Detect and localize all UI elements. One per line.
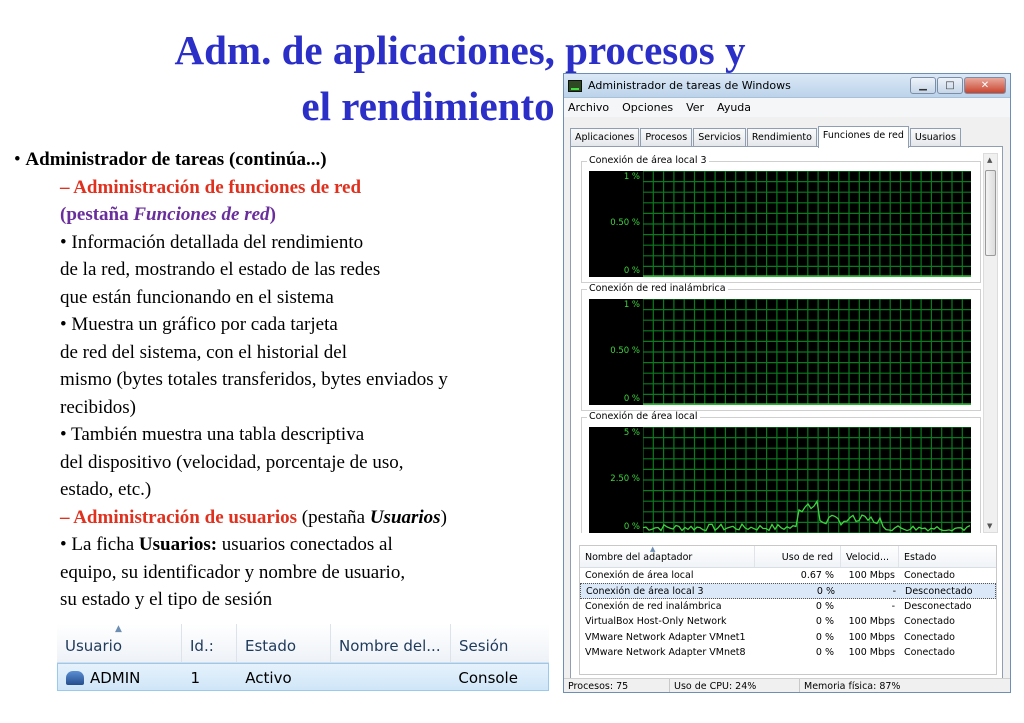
y-top: 1 % <box>623 300 640 310</box>
y-top: 5 % <box>623 428 640 438</box>
col-estado[interactable]: Estado <box>237 624 331 662</box>
body-line: que están funcionando en el sistema <box>60 286 334 308</box>
graph-label: Conexión de área local 3 <box>589 155 707 166</box>
cell-nombre <box>331 664 451 690</box>
main-bullet-text: Administrador de tareas (continúa...) <box>25 149 327 170</box>
table-row[interactable] <box>580 568 996 583</box>
window-titlebar[interactable] <box>564 74 1010 98</box>
cell-adapter-name: Conexión de área local 3 <box>586 586 704 598</box>
body-line: su estado y el tipo de sesión <box>60 589 273 610</box>
body-line: mismo (bytes totales transferidos, bytes enviados y <box>60 369 448 390</box>
menu-archivo[interactable]: Archivo <box>568 101 610 114</box>
status-cpu: Uso de CPU: 24% <box>670 679 800 693</box>
table-row[interactable] <box>580 583 996 598</box>
status-memory: Memoria física: 87% <box>804 681 901 692</box>
cell-id: 1 <box>190 669 201 687</box>
body-line: del dispositivo (velocidad, porcentaje de uso, <box>60 451 404 473</box>
graphs-scrollbar[interactable] <box>983 153 998 533</box>
ficha-a: • La ficha <box>60 534 139 555</box>
menu-bar <box>564 98 1010 117</box>
body-line: estado, etc.) <box>60 479 152 500</box>
cell-adapter-name: VMware Network Adapter VMnet1 <box>585 631 746 643</box>
maximize-button[interactable]: □ <box>937 77 963 94</box>
tab-note-b: Funciones de red <box>133 204 270 225</box>
users-heading-b: Usuarios <box>369 506 441 528</box>
users-heading <box>14 504 554 532</box>
cell-net-usage: 0.67 % <box>800 570 834 581</box>
body-line: • También muestra una tabla descriptiva <box>60 424 365 445</box>
window-controls <box>909 77 1006 94</box>
col-nombre[interactable]: Nombre del... <box>331 624 451 662</box>
menu-ver[interactable]: Ver <box>686 101 705 114</box>
body-line: • Información detallada del rendimiento <box>60 231 364 253</box>
body-line: de la red, mostrando el estado de las redes <box>60 259 381 280</box>
cell-state: Conectado <box>904 631 955 643</box>
minimize-button[interactable]: ▁ <box>910 77 936 94</box>
tab-note-c: ) <box>269 204 276 225</box>
adapters-header <box>580 546 996 568</box>
cell-estado: Activo <box>245 669 292 687</box>
cell-net-usage: 0 % <box>815 646 834 658</box>
users-heading-red: – Administración de usuarios <box>60 506 298 528</box>
y-mid: 2.50 % <box>610 474 640 484</box>
tab-rendimiento[interactable]: Rendimiento <box>747 128 817 147</box>
scroll-thumb[interactable] <box>985 170 996 256</box>
graph-y-axis <box>589 299 643 405</box>
col-adapter-name[interactable] <box>580 546 755 567</box>
table-row[interactable] <box>580 614 996 629</box>
cell-state: Conectado <box>904 616 955 628</box>
window-title: Administrador de tareas de Windows <box>588 79 791 92</box>
col-label: Nombre del adaptador <box>585 552 693 563</box>
table-row[interactable] <box>580 599 996 614</box>
body-line: recibidos) <box>60 396 136 418</box>
col-net-usage[interactable]: Uso de red <box>755 546 841 567</box>
cell-state: Desconectado <box>905 586 973 598</box>
title-line-1: Adm. de aplicaciones, procesos y <box>174 27 746 73</box>
y-bot: 0 % <box>623 266 640 276</box>
cell-usuario <box>58 664 182 690</box>
ficha-c: usuarios conectados al <box>217 534 393 555</box>
adapter-rows <box>580 568 996 660</box>
cell-net-usage: 0 % <box>816 586 835 598</box>
graph-label: Conexión de red inalámbrica <box>589 283 726 294</box>
cell-adapter-name: Conexión de área local <box>585 570 694 581</box>
users-heading-a: (pestaña <box>297 506 370 528</box>
sort-asc-icon: ▲ <box>650 545 656 553</box>
graph-plot <box>643 299 971 405</box>
status-processes: Procesos: 75 <box>564 679 670 693</box>
body-line: • Muestra un gráfico por cada tarjeta <box>60 314 338 335</box>
graph-y-axis <box>589 427 643 533</box>
sort-asc-icon: ▲ <box>115 624 122 634</box>
menu-opciones[interactable]: Opciones <box>622 101 674 114</box>
cell-sesion: Console <box>458 669 518 687</box>
user-name: ADMIN <box>90 669 141 687</box>
users-table <box>57 624 549 694</box>
status-bar <box>564 678 1011 693</box>
table-row[interactable] <box>580 645 996 660</box>
graph-label: Conexión de área local <box>589 411 698 422</box>
task-manager-window <box>563 73 1011 693</box>
cell-adapter-name: Conexión de red inalámbrica <box>585 600 722 612</box>
main-bullet: • Administrador de tareas (continúa...) <box>14 149 327 170</box>
cell-adapter-name: VirtualBox Host-Only Network <box>585 616 727 628</box>
table-row[interactable] <box>580 630 996 645</box>
table-row[interactable] <box>57 663 549 691</box>
networking-panel <box>570 146 1003 686</box>
body-line: equipo, su identificador y nombre de usuario, <box>60 561 406 583</box>
col-state[interactable]: Estado <box>904 552 937 563</box>
cell-net-usage: 0 % <box>815 600 834 612</box>
adapters-table <box>579 545 997 675</box>
y-bot: 0 % <box>623 394 640 404</box>
user-icon <box>66 671 84 685</box>
cell-state: Conectado <box>904 646 955 658</box>
cell-state: Desconectado <box>904 600 972 612</box>
cell-adapter-name: VMware Network Adapter VMnet8 <box>585 646 746 658</box>
y-mid: 0.50 % <box>610 218 640 228</box>
col-sesion[interactable]: Sesión <box>459 637 509 655</box>
body-line <box>14 531 554 559</box>
cell-speed: 100 Mbps <box>848 646 895 658</box>
graph-local-3 <box>581 155 981 283</box>
tab-bar <box>570 126 962 148</box>
tab-aplicaciones[interactable]: Aplicaciones <box>570 128 639 147</box>
y-mid: 0.50 % <box>610 346 640 356</box>
col-usuario[interactable] <box>57 624 182 662</box>
graphs-area <box>575 153 985 533</box>
net-tab-note <box>14 201 554 229</box>
col-speed[interactable]: Velocid... <box>841 546 899 567</box>
graph-local <box>581 411 981 533</box>
tab-servicios[interactable]: Servicios <box>693 128 746 147</box>
scroll-down-icon[interactable]: ▼ <box>987 522 993 530</box>
col-label: Usuario <box>65 637 123 655</box>
users-heading-c: ) <box>440 506 447 528</box>
title-line-2: el rendimiento <box>301 83 555 129</box>
cell-speed: - <box>892 586 896 598</box>
cell-speed: 100 Mbps <box>848 570 895 581</box>
cell-state: Conectado <box>904 570 955 581</box>
ficha-b: Usuarios: <box>138 534 218 555</box>
close-button[interactable]: ✕ <box>964 77 1006 94</box>
slide-body <box>14 146 554 614</box>
y-bot: 0 % <box>623 522 640 532</box>
scroll-up-icon[interactable]: ▲ <box>987 156 993 164</box>
menu-ayuda[interactable]: Ayuda <box>717 101 752 114</box>
cell-net-usage: 0 % <box>815 631 834 643</box>
net-heading: – Administración de funciones de red <box>60 176 362 198</box>
task-manager-icon <box>568 80 582 92</box>
graph-plot <box>643 171 971 277</box>
graph-plot <box>643 427 971 533</box>
tab-note-a: (pestaña <box>60 204 134 225</box>
graph-y-axis <box>589 171 643 277</box>
col-id[interactable]: Id.: <box>182 624 237 662</box>
y-top: 1 % <box>623 172 640 182</box>
cell-speed: 100 Mbps <box>848 631 895 643</box>
tab-usuarios[interactable]: Usuarios <box>910 128 961 147</box>
cell-speed: - <box>891 600 895 612</box>
tab-funciones-de-red[interactable]: Funciones de red <box>818 126 909 148</box>
body-line: de red del sistema, con el historial del <box>60 341 348 363</box>
tab-procesos[interactable]: Procesos <box>640 128 692 147</box>
users-table-header <box>57 624 549 663</box>
graph-wireless <box>581 283 981 411</box>
cell-net-usage: 0 % <box>815 616 834 628</box>
cell-speed: 100 Mbps <box>848 616 895 628</box>
